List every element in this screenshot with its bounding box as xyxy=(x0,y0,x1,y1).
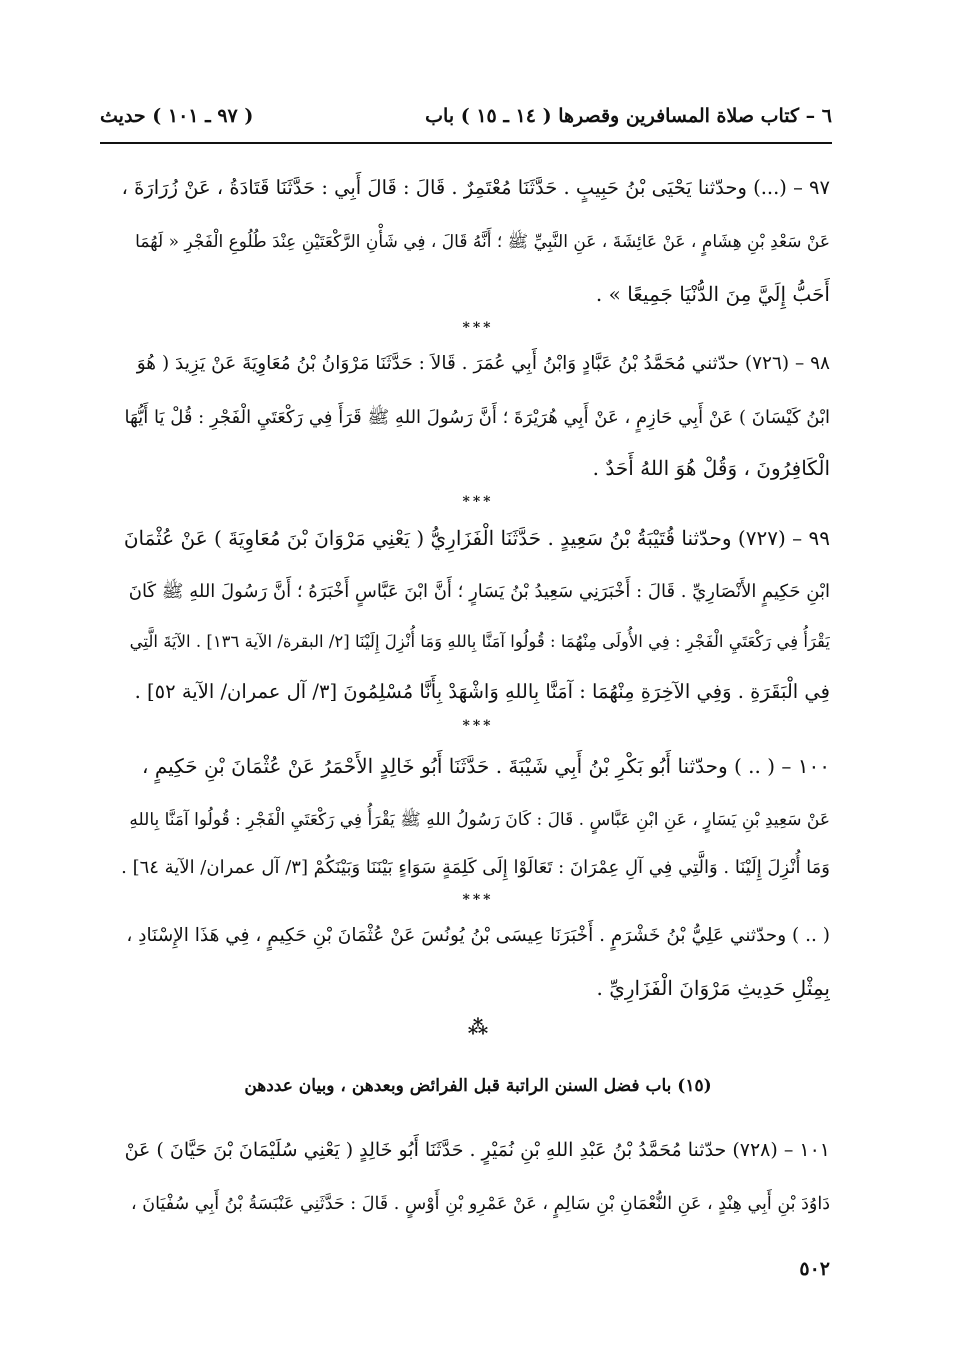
page-number: ٥٠٢ xyxy=(799,1258,830,1280)
hadith-99-line-1: ٩٩ – (٧٢٧) وحدّثنا قُتَيْبَةُ بْنُ سَعِيدٍ . حَدَّثَنَا الْفَزَارِيُّ ( يَعْنِي مَرْوَانَ بْنَ مُعَاوِيَةَ ) عَنْ عُثْمَانَ xyxy=(123,526,830,550)
hadith-101-line-1: ١٠١ – (٧٢٨) حدّثنا مُحَمَّدُ بْنُ عَبْدِ اللهِ بْنِ نُمَيْرٍ . حَدَّثَنَا أَبُو خَالِدٍ ( يَعْنِي سُلَيْمَانَ بْنَ حَيَّانَ ) عَنْ xyxy=(124,1139,830,1161)
page-header xyxy=(100,96,832,136)
hadith-99-line-3: يَقْرَأُ فِي رَكْعَتَيِ الْفَجْرِ : فِي الأُولَى مِنْهُمَا : قُولُوا آمَنَّا بِاللهِ وَمَا أُنْزِلَ إِلَيْنَا [٢/ البقرة/ الآية ١٣٦] . الآيَةَ الَّتِي xyxy=(129,632,830,651)
hadith-100-line-1: ١٠٠ – ( .. ) وحدّثنا أَبُو بَكْرِ بْنُ أَبِي شَيْبَةَ . حَدَّثَنَا أَبُو خَالِدٍ الأَحْمَرُ عَنْ عُثْمَانَ بْنِ حَكِيمٍ ، xyxy=(142,754,830,778)
hadith-98-line-2: ابْنُ كَيْسَانَ ) عَنْ أَبِي حَازِمٍ ، عَنْ أَبِي هُرَيْرَةَ ؛ أَنَّ رَسُولَ اللهِ ﷺ قَرَأَ فِي رَكْعَتَيِ الْفَجْرِ : قُلْ يَا أَيُّهَا xyxy=(124,407,830,428)
separator-stars: *** xyxy=(462,892,494,908)
hadith-101-line-2: دَاوُدَ بْنِ أَبِي هِنْدٍ ، عَنِ النُّعْمَانِ بْنِ سَالِمٍ ، عَنْ عَمْرِو بْنِ أَوْسٍ . قَالَ : حَدَّثَنِي عَنْبَسَةُ بْنُ أَبِي سُفْيَانَ ، xyxy=(131,1194,830,1214)
hadith-98-line-1: ٩٨ – (٧٢٦) حدّثني مُحَمَّدُ بْنُ عَبَّادٍ وَابْنُ أَبِي عُمَرَ . قَالاَ : حَدَّثَنَا مَرْوَانُ بْنُ مُعَاوِيَةَ عَنْ يَزِيدَ ( هُوَ xyxy=(136,353,830,374)
chapter-heading: (١٥) باب فضل السنن الراتبة قبل الفرائض وبعدهن ، وبيان عددهن xyxy=(244,1076,712,1096)
hadith-98-line-3: الْكَافِرُونَ ، وَقُلْ هُوَ اللهُ أَحَدٌ . xyxy=(592,456,830,480)
section-stars: ⁂ xyxy=(467,1015,489,1039)
header-chapter-title: ٦ – كتاب صلاة المسافرين وقصرها ( ١٤ ـ ١٥ ) باب xyxy=(425,105,832,127)
hadith-followup-line-1: ( .. ) وحدّثني عَلِيُّ بْنُ خَشْرَمٍ . أَخْبَرَنَا عِيسَى بْنُ يُونُسَ عَنْ عُثْمَانَ بْنِ حَكِيمٍ ، فِي هَذَا الإِسْنَادِ ، xyxy=(126,925,830,946)
hadith-99-line-2: ابْنِ حَكِيمٍ الأَنْصَارِيِّ . قَالَ : أَخْبَرَنِي سَعِيدُ بْنُ يَسَارٍ ؛ أَنَّ ابْنَ عَبَّاسٍ أَخْبَرَهُ ؛ أَنَّ رَسُولَ اللهِ ﷺ كَانَ xyxy=(128,581,830,602)
hadith-97-line-3: أَحَبُّ إِلَيَّ مِنَ الدُّنْيَا جَمِيعًا » . xyxy=(595,282,830,306)
separator-stars: *** xyxy=(462,718,494,734)
header-divider xyxy=(100,142,832,144)
separator-stars: *** xyxy=(462,320,494,336)
hadith-97-line-1: ٩٧ – (...) وحدّثنا يَحْيَى بْنُ حَبِيبٍ . حَدَّثَنَا مُعْتَمِرٌ . قَالَ : قَالَ أَبِي : حَدَّثَنَا قَتَادَةُ ، عَنْ زُرَارَةَ ، xyxy=(121,176,830,199)
hadith-97-line-2: عَنْ سَعْدِ بْنِ هِشَامٍ ، عَنْ عَائِشَةَ ، عَنِ النَّبِيِّ ﷺ ؛ أَنَّهُ قَالَ ، فِي شَأْنِ الرَّكْعَتَيْنِ عِنْدَ طُلُوعِ الْفَجْرِ « لَهُمَا xyxy=(135,232,830,252)
hadith-99-line-4: فِي الْبَقَرَةِ . وَفِي الآخِرَةِ مِنْهُمَا : آمَنَّا بِاللهِ وَاشْهَدْ بِأَنَّا مُسْلِمُونَ [٣/ آل عمران/ الآية ٥٢] . xyxy=(134,680,830,703)
separator-stars: *** xyxy=(462,494,494,510)
hadith-100-line-3: وَمَا أُنْزِلَ إِلَيْنَا . وَالَّتِي فِي آلِ عِمْرَانَ : تَعَالَوْا إِلَى كَلِمَةٍ سَوَاءٍ بَيْنَنَا وَبَيْنَكُمْ [٣/ آل عمران/ الآية ٦٤] . xyxy=(121,857,830,878)
hadith-100-line-2: عَنْ سَعِيدِ بْنِ يَسَارٍ ، عَنِ ابْنِ عَبَّاسٍ . قَالَ : كَانَ رَسُولُ اللهِ ﷺ يَقْرَأُ فِي رَكْعَتَيِ الْفَجْرِ : قُولُوا آمَنَّا بِاللهِ xyxy=(129,810,830,830)
header-hadith-range: ( ٩٧ ـ ١٠١ ) حديث xyxy=(100,105,254,127)
hadith-followup-line-2: بِمِثْلِ حَدِيثِ مَرْوَانَ الْفَزَارِيِّ . xyxy=(596,976,830,1000)
